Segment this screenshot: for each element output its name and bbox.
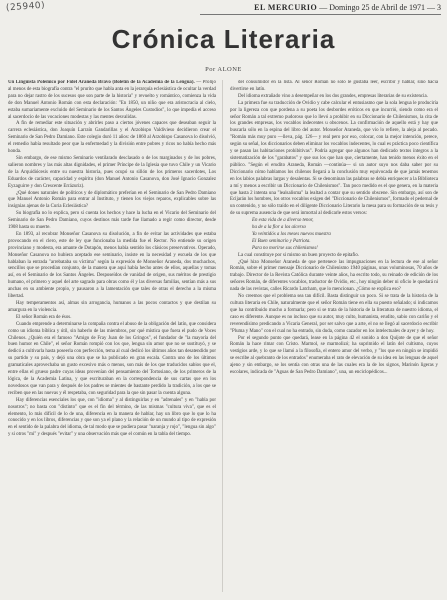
article-paragraph: Hay temperamentos así, almas sin arrogancia, humanos a las pocos contactos y que destilan su amargura en la violencia. bbox=[8, 301, 216, 313]
verse-line: Ya veintidós a los meses nuevos muestra bbox=[252, 231, 331, 237]
article-column-right bbox=[230, 80, 438, 592]
issue-date: — Domingo 25 de Abril de 1971 — bbox=[319, 3, 435, 12]
verse-line: Para no morirse sus chilenismos! bbox=[252, 245, 318, 251]
article-column-left bbox=[8, 80, 216, 592]
newspaper-name: EL MERCURIO bbox=[254, 3, 318, 12]
article-title: Crónica Literaria bbox=[111, 24, 336, 54]
verse-line: En esta vida de a diverso tenor, bbox=[252, 218, 314, 224]
column-divider bbox=[222, 80, 223, 592]
article-paragraph: El señor Román era de ésos. bbox=[16, 314, 72, 320]
lead-text: — Prolijo al menos de esta biografía contra "el prurito que habla anta en la jerarquía eclesiástica de ocultar la verdad para no dejar rastro de los sucesos que son parte de la historia" y revuelto y romántico, comienza la vida de don Manuel Antonio Román con esta declaración: "En 1850, un niño que era aristocracia al cielo, estaba sumariamente excluido del Seminario de los Santos Ángeles Custodios", lo que impedía el acceso al sacerdocio de las vocaciones modestas y las mentes desvalidas. bbox=[8, 80, 216, 120]
article-paragraph: Sin embargo, de ese mismo Seminario ventilarado desclasado o de los marginados y de los pobres, salieron nombres y las más altas dignidades, el primer Príncipe de la Iglesia que tuvo Chile y un Vicario de la Arquidiócesis entre su nuestra historia, pues ocupó su sillón de los primeros sacerdotes, Los Eduardos de carácter, capacidad y espíritu (don Manuel Antonio Casanova, don José Ignacio Gonzalez Eyzaguirre y don Crescente Errázuriz). bbox=[8, 155, 216, 189]
article-paragraph: En 1893, al recobrar Monseñor Casanova su disolución, a fin de evitar las actividades que estaba provocando en el clero, este de ley que funcionaba la medida fue el Rector. No entiende su origen provinciano y modesta, era amante de Dotapón, menos había sentido los clásicos preservativos. Operado, Monseñor Casanova no hubiera aceptado ese seminario, insiste en la necesidad y escuela de los que hablaban la entrada "arrebataba su víctima" según la expresión de Monseñor Araneda, dos muchachos, sencillos que se procedían conjunto, de la manera que aquí había hecho antes de ellos, aquellas y tomas así, en el Seminario de los Santos Ángeles. Desposeídos de vanidad de origen, sus méritos de prestigio humano, el primero y aquel del arte sagrado para obras como él y las diversas familias, sentían más a sus anchas en su ambiente propio, y pausaron a la lamentación que tales de otras el derecho a la misma libertad. bbox=[8, 231, 216, 300]
verse-line: El Buen seminario y Patriota. bbox=[252, 238, 311, 244]
article-byline: Por ALONE bbox=[205, 66, 242, 73]
article-paragraph: del consumidor en la lista. Al señor Román no solo le gustaba leer, escribir y hablar, sino hacía divertirse en latín. bbox=[230, 80, 438, 92]
article-paragraph: ¿Qué hizo Monseñor Araneda de que pertenece las impugnaciones en la lectura de ese al señor Román, sobre el primer mensaje Diccionario de Chilenismo 1940 páginas, unas voluminosas, 70 años de trabajo. Director de la Revista Católica durante veinte años, ha escrito todo, su reinado de edición de los señores Román, de diferentes vocablos, traductor de Ovidio, etc., hoy ningún deber ni oficio le quedará ni nada de las revistas, calles Ricardo Latcham, que lo mencionan. ¿Cómo se explica eso? bbox=[230, 259, 438, 293]
article-paragraph: No creemos que el problema sea tan difícil. Basta distinguir un poco. Si se trata de la historia de la cultura literaria en Chile, naturalmente que el señor Román tiene en ella su puesto señalado; si indicamos que ha contribuido mucho a formarla; pero si se trata de la historia de la literatura de nuestro idioma, el caso es diferente. Aunque es no incluso que su autor, muy culto, humanista, erudito, sabio con cariño y el reverendísimo predicando a Vicaria General, por ser salvo que a arte, el no se llegó al sacerdocio escribir "Pluma y Mano" con el cual no ha entrado, sin duda, como cazador en los intelectuales de ayer y de hoy. bbox=[230, 294, 438, 334]
article-lead-paragraph bbox=[8, 80, 216, 121]
page-number: 3 bbox=[437, 3, 441, 12]
article-paragraph: A fin de remediar este situación y abrirles paso a ciertos jóvenes capaces que deseaban seguir la carrera eclesiástica, don Joaquín Larraín Gandarillas y el Arzobispo Valdivieso decidieron crear el Seminario de San Pedro Damiano. Este colegio duró 11 años: de 1860 al Arzobispo Casanova lo disolvió, el remedio había resultado peor que la enfermedad y la división entre pobres y ricos no había hecho más honda. bbox=[8, 121, 216, 155]
verse-line: ha de a la flor a los alcerso bbox=[252, 225, 306, 231]
article-paragraph: Del idioma extrañado vino a desempeñar en los dos grandes, empresas literarias de su existencia. bbox=[238, 93, 428, 99]
article-paragraph: Cuando emprende a determinarse la compaña contra el abuso de la obligación del latín, que considera como un idioma bíblica y útil, sin haberlo de las miembros, por qué mística que fuera el pudo de Voces Chilenos. ¿Quién era el famoso "Amigo de Fray Juan de los Gringos", el fundador de "la mayoría del buen humor en Chile", el señor Román rompió con los que, lengua sin amor que no se sustituyó, y se dedicó a cultivarla hasta poseerla con perfección, tema al cual dedicó los últimos años tan desatendido por su partido y su país, y dejó una obra que se ha publicado en gran escala. Contra uno de los últimos gramaticales aprovechaba un gusto excesivo más o menos, son más de los que traducidos sabios que el, entre ellas el grueso padre cuyas ideas provenían del pensamiento del Tortosiano, de los primeros de la lógica, de la Academia Latina, y que escrituraban en la correspondencia de sus cartas que en los novedosos que van para y después de los padres se mientes de bastante perdido la tradición, a los que se reciben que en las nuevas y él respetaba, con seguridad para la que sin pasar la cuenta alguna. bbox=[8, 321, 216, 396]
lead-bold-heading: Un Lingüista Polémico por Fidel Araneda Bravo (Boletín de la Academia de la Lengua). bbox=[8, 80, 195, 85]
article-paragraph: ¿Qué dones naturales de políticos y de diplomático preferían en el Seminario de San Pedro Damiano que Manuel Antonio Román para entrar al Instituto, y tienen los viejos reparos, explicables sobre las insignias ajenas de la Curia Eclesiástica? bbox=[8, 190, 216, 210]
article-paragraph: La cual constituye por si mismo un buen proyecto de epitafio. bbox=[238, 252, 360, 258]
article-paragraph: La primera fue su traducción de Ovidio y cabe calcular el entusiasmo que la sola lengua le produciría por la ligereza con que pordena a su poeta los desbordes eróticos en que incurrió, siendo como era el señor Román a tal extremo pudoroso que lo llevó a prohibir en su Diccionario de Chilenismos, la cita de los grandes empresas, los vocablos indecentes u obscenos. La confirmación de aquello está y hay que buscarla sólo en la espina del libro del autor. Monseñor Araneda, que vio lo refiere, la aleja al pecado. "Román más muy puro —lleva, pág. 126— y real pero por eso, colocar, con la mejor intención, perece, según su señal, los diccionarios deben eliminar los vocablos indecentes, lo cual es práctica poco científica y se pasan las habitaciones prohibitivas". Podría agregar que algunos han dedicado textos íntegros a la sistematización de los "garabatos" y que sus los que han que, ciertamente, han tenido menos éxito en el público. "Según el erudito Araneda, Román —continúa— si un autor suyo nos daba saber por su Diccionario cómo hablamos los chilenos llegará a la conclusión muy equivocada de que jamás tenemos en los labios palabras largas y desalentas. Si se denominan las palabras se debía enriquecer a la Biblioteca a mí y menos a escribir un Diccionario de Chilenismos". Tan poco medido es el que genera, en la materia que hasta 2 intenta una "lealsalisma" la lealtad a contar que su sentido obscene. Sin embargo, así son de Ecijarán los hombres, los otros vocablos exigen del "Diccionario de Chilenismos", formado el pedernal de un contenido, y no sólo traído en el diligente Diccionario Literario la mesa para su formación de su tesis y de su suprema ausencia de que será inmortal al dedicarle estos versos: bbox=[230, 100, 438, 217]
article-paragraph: Su biografía no lo explica, pero sí cuenta los hechos y hace la lucha en el Vicario del Seminario del Seminario de San Pedro Damiano, cuyos destinos más tarde fue llamado a regir como director, desde 1908 hasta su muerte. bbox=[8, 211, 216, 231]
newspaper-header bbox=[200, 3, 441, 15]
handwritten-archive-number: (25940) bbox=[5, 0, 46, 14]
article-paragraph: Hay diferencias esenciales los que, con "idioma" y al distinguirlas y en "adrenales" y en "habla por nosotros"; no basta con "distinto" que es el fin del término, de las mismas "cultura viva", que es el elemento, lo más difícil de lo de una, diferencia en la manera de hablar, hay un libro que lo que lo ha conocido y en los libros, diferencias y que son ya el plano y la relación de un mundo al tipo de expresión en el sentido de la palabra del idioma, de tal modo que se pudiera pasar "naranja y rojo", "lengua sin algo" y si otros "mi" y después "evitar" y una observación más que el común en la tabla del tiempo. bbox=[8, 397, 216, 438]
article-paragraph: Por el segundo punto que quedará, lease en la página 42 el sonido a don Quijote de que el señor Román la hace rimar con Cristo. Marmol, se marmolizó; ha suprimido el latín del cultismo, cuyos vestigios arde, y lo que se llamó a la filosofía, el entero amor del verbo, y "los que en ningún se impidió se escribe al quebranto de los entrados" enumeraba el rato de elevación de su idea en las lenguas de aquel ajeno y sin embargo, se los sentía con otras una de las cuales era la de los signos, Marinón ligeras y escolares, indicada de "Aguas de San Pedro Damiano", una, un enciclopédicos... bbox=[230, 335, 438, 376]
